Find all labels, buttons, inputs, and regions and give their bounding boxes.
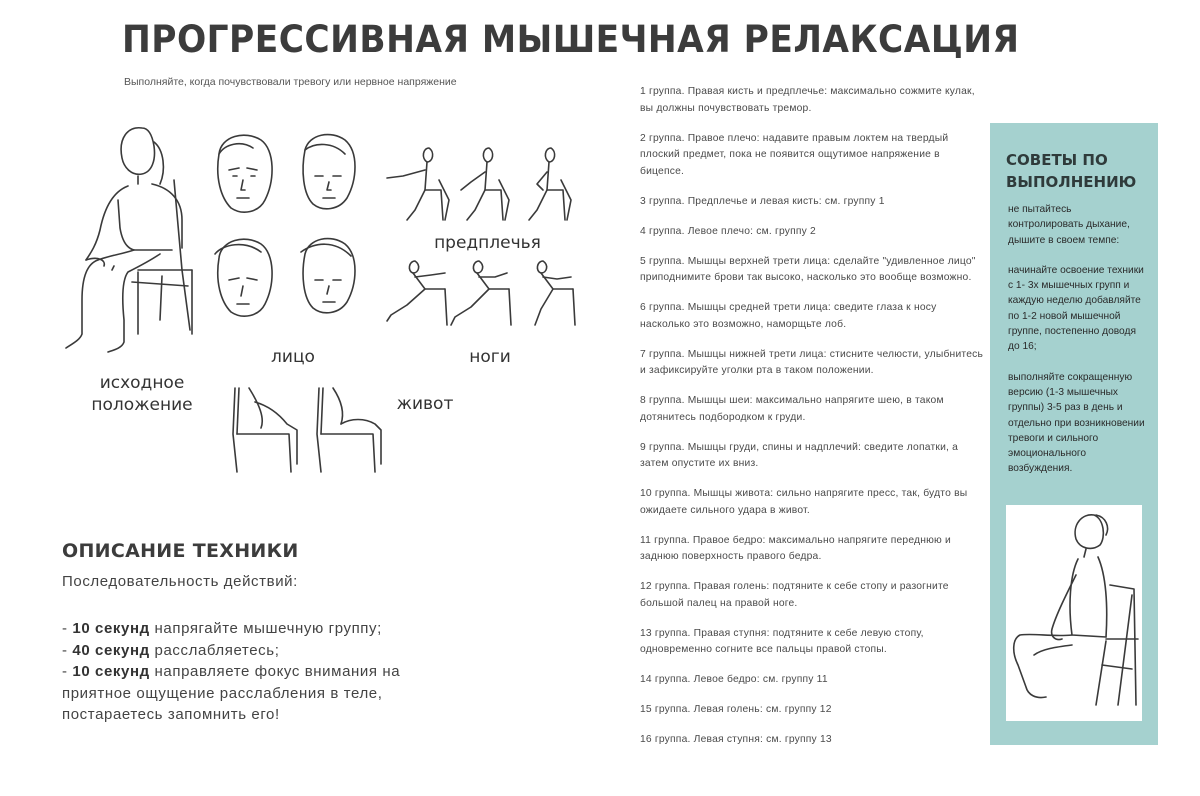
label-belly: живот (396, 394, 454, 414)
muscle-group-item: 12 группа. Правая голень: подтяните к себе стопу и разогните большой палец на правой ноге. (640, 581, 949, 609)
muscle-group-item: 1 группа. Правая кисть и предплечье: максимально сожмите кулак, вы должны почувствовать тремор. (640, 86, 975, 114)
label-start-position: исходное положение (91, 373, 193, 415)
page-title: ПРОГРЕССИВНАЯ МЫШЕЧНАЯ РЕЛАКСАЦИЯ (122, 18, 1020, 61)
tips-list (1008, 202, 1148, 492)
face-illustration (205, 124, 365, 334)
technique-step: - 40 секунд расслабляетесь; (62, 641, 280, 659)
muscle-group-item: 15 группа. Левая голень: см. группу 12 (640, 704, 832, 715)
belly-illustration (225, 384, 385, 474)
muscle-group-item: 4 группа. Левое плечо: см. группу 2 (640, 225, 816, 237)
muscle-groups-list (640, 84, 985, 762)
tip-item: начинайте освоение техники с 1- 3х мышечных групп и каждую неделю добавляйте по 1-2 новой мышечной группе, постепенно доводя до 16; (1008, 264, 1144, 353)
muscle-group-item: 8 группа. Мышцы шеи: максимально напрягите шею, в таком дотянитесь подбородком к груди. (640, 395, 944, 423)
step-duration: 10 секунд (72, 663, 150, 680)
tips-panel (990, 123, 1158, 745)
muscle-group-item: 5 группа. Мышцы верхней трети лица: сделайте "удивленное лицо" приподнимите брови так высоко, насколько это вообще возможно. (640, 255, 976, 283)
tip-item: выполняйте сокращенную версию (1-3 мышечных группы) 3-5 раз в день и отдельно при возникновении тревоги и сильного эмоционального возбуждения. (1008, 371, 1145, 475)
step-duration: 40 секунд (72, 641, 150, 659)
label-forearms: предплечья (434, 233, 541, 253)
technique-step: - 10 секунд напрягайте мышечную группу; (62, 620, 382, 637)
tips-seated-illustration (1006, 505, 1142, 721)
technique-subheading: Последовательность действий: (62, 573, 298, 590)
muscle-group-item: 11 группа. Правое бедро: максимально напрягите переднюю и заднюю поверхность правого бедра. (640, 534, 951, 562)
forearms-illustration (385, 140, 580, 230)
step-duration: 10 секунд (72, 620, 150, 637)
technique-step: - 10 секунд направляете фокус внимания на приятное ощущение расслабления в теле, постараетесь запомнить его! (62, 663, 401, 723)
start-position-illustration (42, 120, 202, 370)
muscle-group-item: 10 группа. Мышцы живота: сильно напрягите пресс, так, будто вы ожидаете сильного удара в живот. (640, 488, 968, 516)
tip-item: не пытайтесь контролировать дыхание, дышите в своем темпе: (1008, 204, 1130, 246)
technique-heading: ОПИСАНИЕ ТЕХНИКИ (62, 540, 299, 562)
technique-steps (62, 618, 422, 726)
muscle-group-item: 16 группа. Левая ступня: см. группу 13 (640, 734, 832, 745)
muscle-group-item: 3 группа. Предплечье и левая кисть: см. группу 1 (640, 195, 885, 207)
label-face: лицо (271, 347, 315, 367)
legs-illustration (385, 255, 580, 330)
muscle-group-item: 6 группа. Мышцы средней трети лица: сведите глаза к носу насколько это возможно, наморщьте лоб. (640, 302, 937, 330)
muscle-group-item: 9 группа. Мышцы груди, спины и надплечий: сведите лопатки, а затем опустите их вниз. (640, 441, 959, 469)
label-legs: ноги (469, 347, 511, 367)
tips-heading: СОВЕТЫ ПО ВЫПОЛНЕНИЮ (1006, 151, 1137, 191)
muscle-group-item: 13 группа. Правая ступня: подтяните к себе левую стопу, одновременно согните все пальцы правой стопы. (640, 627, 924, 655)
muscle-group-item: 2 группа. Правое плечо: надавите правым локтем на твердый плоский предмет, пока не появится ощутимое напряжение в бицепсе. (640, 132, 949, 177)
muscle-group-item: 7 группа. Мышцы нижней трети лица: стисните челюсти, улыбнитесь и зафиксируйте уголки рта в таком положении. (640, 348, 984, 376)
muscle-group-item: 14 группа. Левое бедро: см. группу 11 (640, 674, 828, 685)
page-subtitle: Выполняйте, когда почувствовали тревогу или нервное напряжение (124, 76, 457, 88)
